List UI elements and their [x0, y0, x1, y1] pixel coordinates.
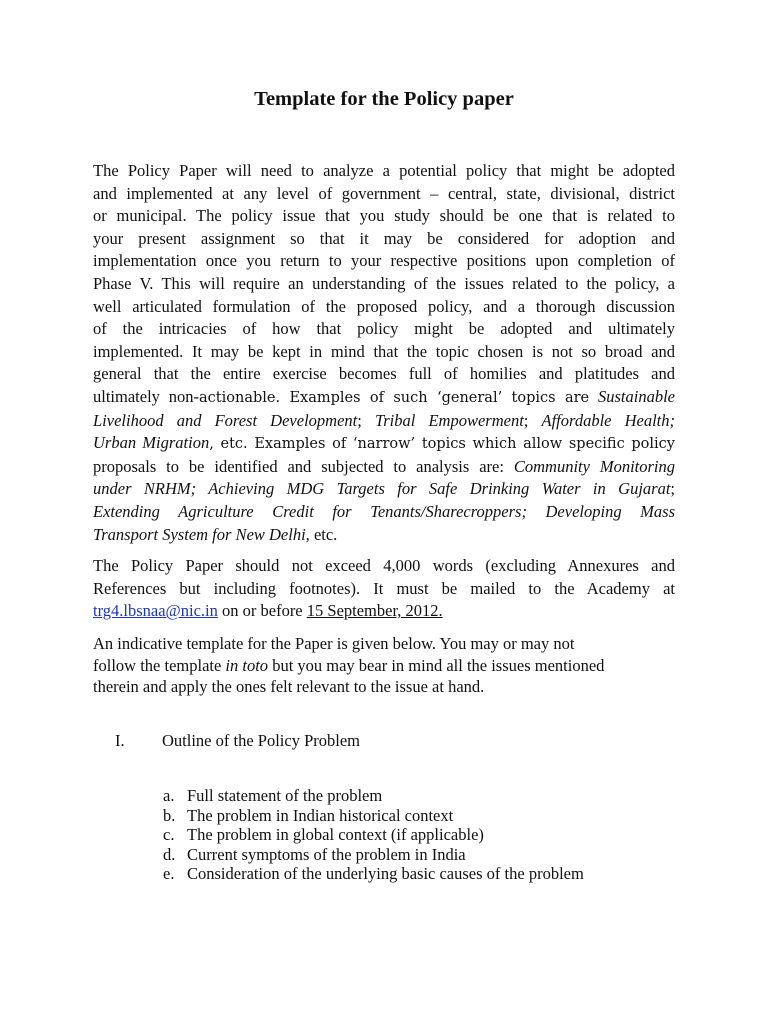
text-run: proposals to be identified and subjected to analysis are:	[93, 456, 504, 476]
template-paragraph	[93, 633, 675, 698]
paragraph-line: The Policy Paper will need to analyze a potential policy that might be adopted	[93, 161, 675, 180]
list-item	[0, 864, 768, 884]
text-run: ;	[670, 479, 675, 499]
paragraph-line: general that the entire exercise becomes full of homilies and platitudes and	[93, 364, 675, 384]
paragraph-line: implementation once you return to your respective positions upon completion of	[93, 251, 675, 271]
list-item	[0, 806, 768, 826]
paragraph-line: implemented. It may be kept in mind that the topic chosen is not so broad and	[93, 341, 675, 361]
topic-example: Community Monitoring	[513, 456, 676, 476]
item-letter: e.	[163, 864, 175, 883]
item-text: Current symptoms of the problem in India	[187, 844, 466, 864]
item-letter: a.	[163, 786, 175, 805]
paragraph-line: References but including footnotes). It must be mailed to the Academy at	[93, 578, 675, 598]
paragraph-line: therein and apply the ones felt relevant to the issue at hand.	[93, 677, 485, 696]
paragraph-line	[93, 600, 675, 623]
text-run: but you may bear in mind all the issues mentioned	[272, 655, 605, 675]
topic-example: Urban Migration	[93, 433, 210, 453]
paragraph-line: Extending Agriculture Credit for Tenants/Sharecroppers; Developing Mass	[93, 501, 675, 521]
email-link[interactable]: trg4.lbsnaa@nic.in	[93, 601, 218, 621]
in-toto-text: in toto	[225, 655, 269, 675]
section-title: Outline of the Policy Problem	[162, 731, 360, 750]
paragraph-line	[93, 655, 675, 677]
section-number: I.	[115, 731, 125, 750]
item-text: The problem in global context (if applicable)	[187, 825, 484, 844]
item-letter: b.	[163, 805, 176, 825]
page-title: Template for the Policy paper	[254, 88, 514, 110]
paragraph-line: Phase V. This will require an understanding of the issues related to the policy, a	[93, 273, 675, 293]
paragraph-line	[93, 456, 675, 479]
text-run: ;	[523, 410, 529, 430]
paragraph-line: of the intricacies of how that policy might be adopted and ultimately	[93, 319, 675, 339]
list-item	[0, 786, 768, 806]
item-letter: c.	[163, 825, 175, 844]
item-text: The problem in Indian historical context	[187, 805, 454, 825]
paragraph-line	[93, 410, 675, 433]
paragraph-line	[93, 432, 675, 456]
topic-example: under NRHM; Achieving MDG Targets for Safe Drinking Water in Gujarat	[93, 479, 671, 499]
intro-paragraph	[93, 160, 675, 546]
paragraph-line: your present assignment so that it may be considered for adoption and	[93, 228, 675, 248]
topic-example: Livelihood and Forest Development	[93, 410, 358, 430]
paragraph-line	[93, 524, 675, 547]
topic-example: Sustainable	[598, 386, 675, 406]
paragraph-line	[93, 478, 675, 501]
list-item	[0, 845, 768, 865]
text-run: ;	[357, 410, 362, 430]
text-run: etc.	[313, 524, 338, 544]
item-text: Consideration of the underlying basic causes of the problem	[187, 864, 584, 883]
item-letter: d.	[163, 844, 176, 864]
submission-paragraph	[93, 555, 675, 623]
paragraph-line: or municipal. The policy issue that you study should be one that is related to	[93, 206, 675, 226]
item-text: Full statement of the problem	[187, 786, 383, 805]
list-item	[0, 825, 768, 845]
text-run: follow the template	[93, 655, 222, 675]
paragraph-line: well articulated formulation of the proposed policy, and a thorough discussion	[93, 296, 675, 316]
paragraph-line	[93, 386, 675, 410]
topic-example: Tribal Empowerment	[374, 410, 524, 430]
general-topics-lead: actionable. Examples of such ‘general’ topics are	[199, 389, 590, 406]
text-run: on or before	[222, 601, 303, 621]
text-run: ultimately non-	[93, 386, 200, 406]
topic-example: Affordable Health;	[541, 410, 676, 430]
outline-list	[0, 786, 768, 884]
paragraph-line: The Policy Paper should not exceed 4,000 words (excluding Annexures and	[93, 556, 675, 575]
topic-example: Transport System for New Delhi,	[93, 524, 310, 544]
deadline-date: 15 September, 2012.	[306, 601, 443, 621]
narrow-topics-lead: , etc. Examples of ‘narrow’ topics which allow specific policy	[209, 436, 675, 453]
paragraph-line: An indicative template for the Paper is given below. You may or may not	[93, 634, 575, 653]
paragraph-line: and implemented at any level of government – central, state, divisional, district	[93, 183, 675, 203]
